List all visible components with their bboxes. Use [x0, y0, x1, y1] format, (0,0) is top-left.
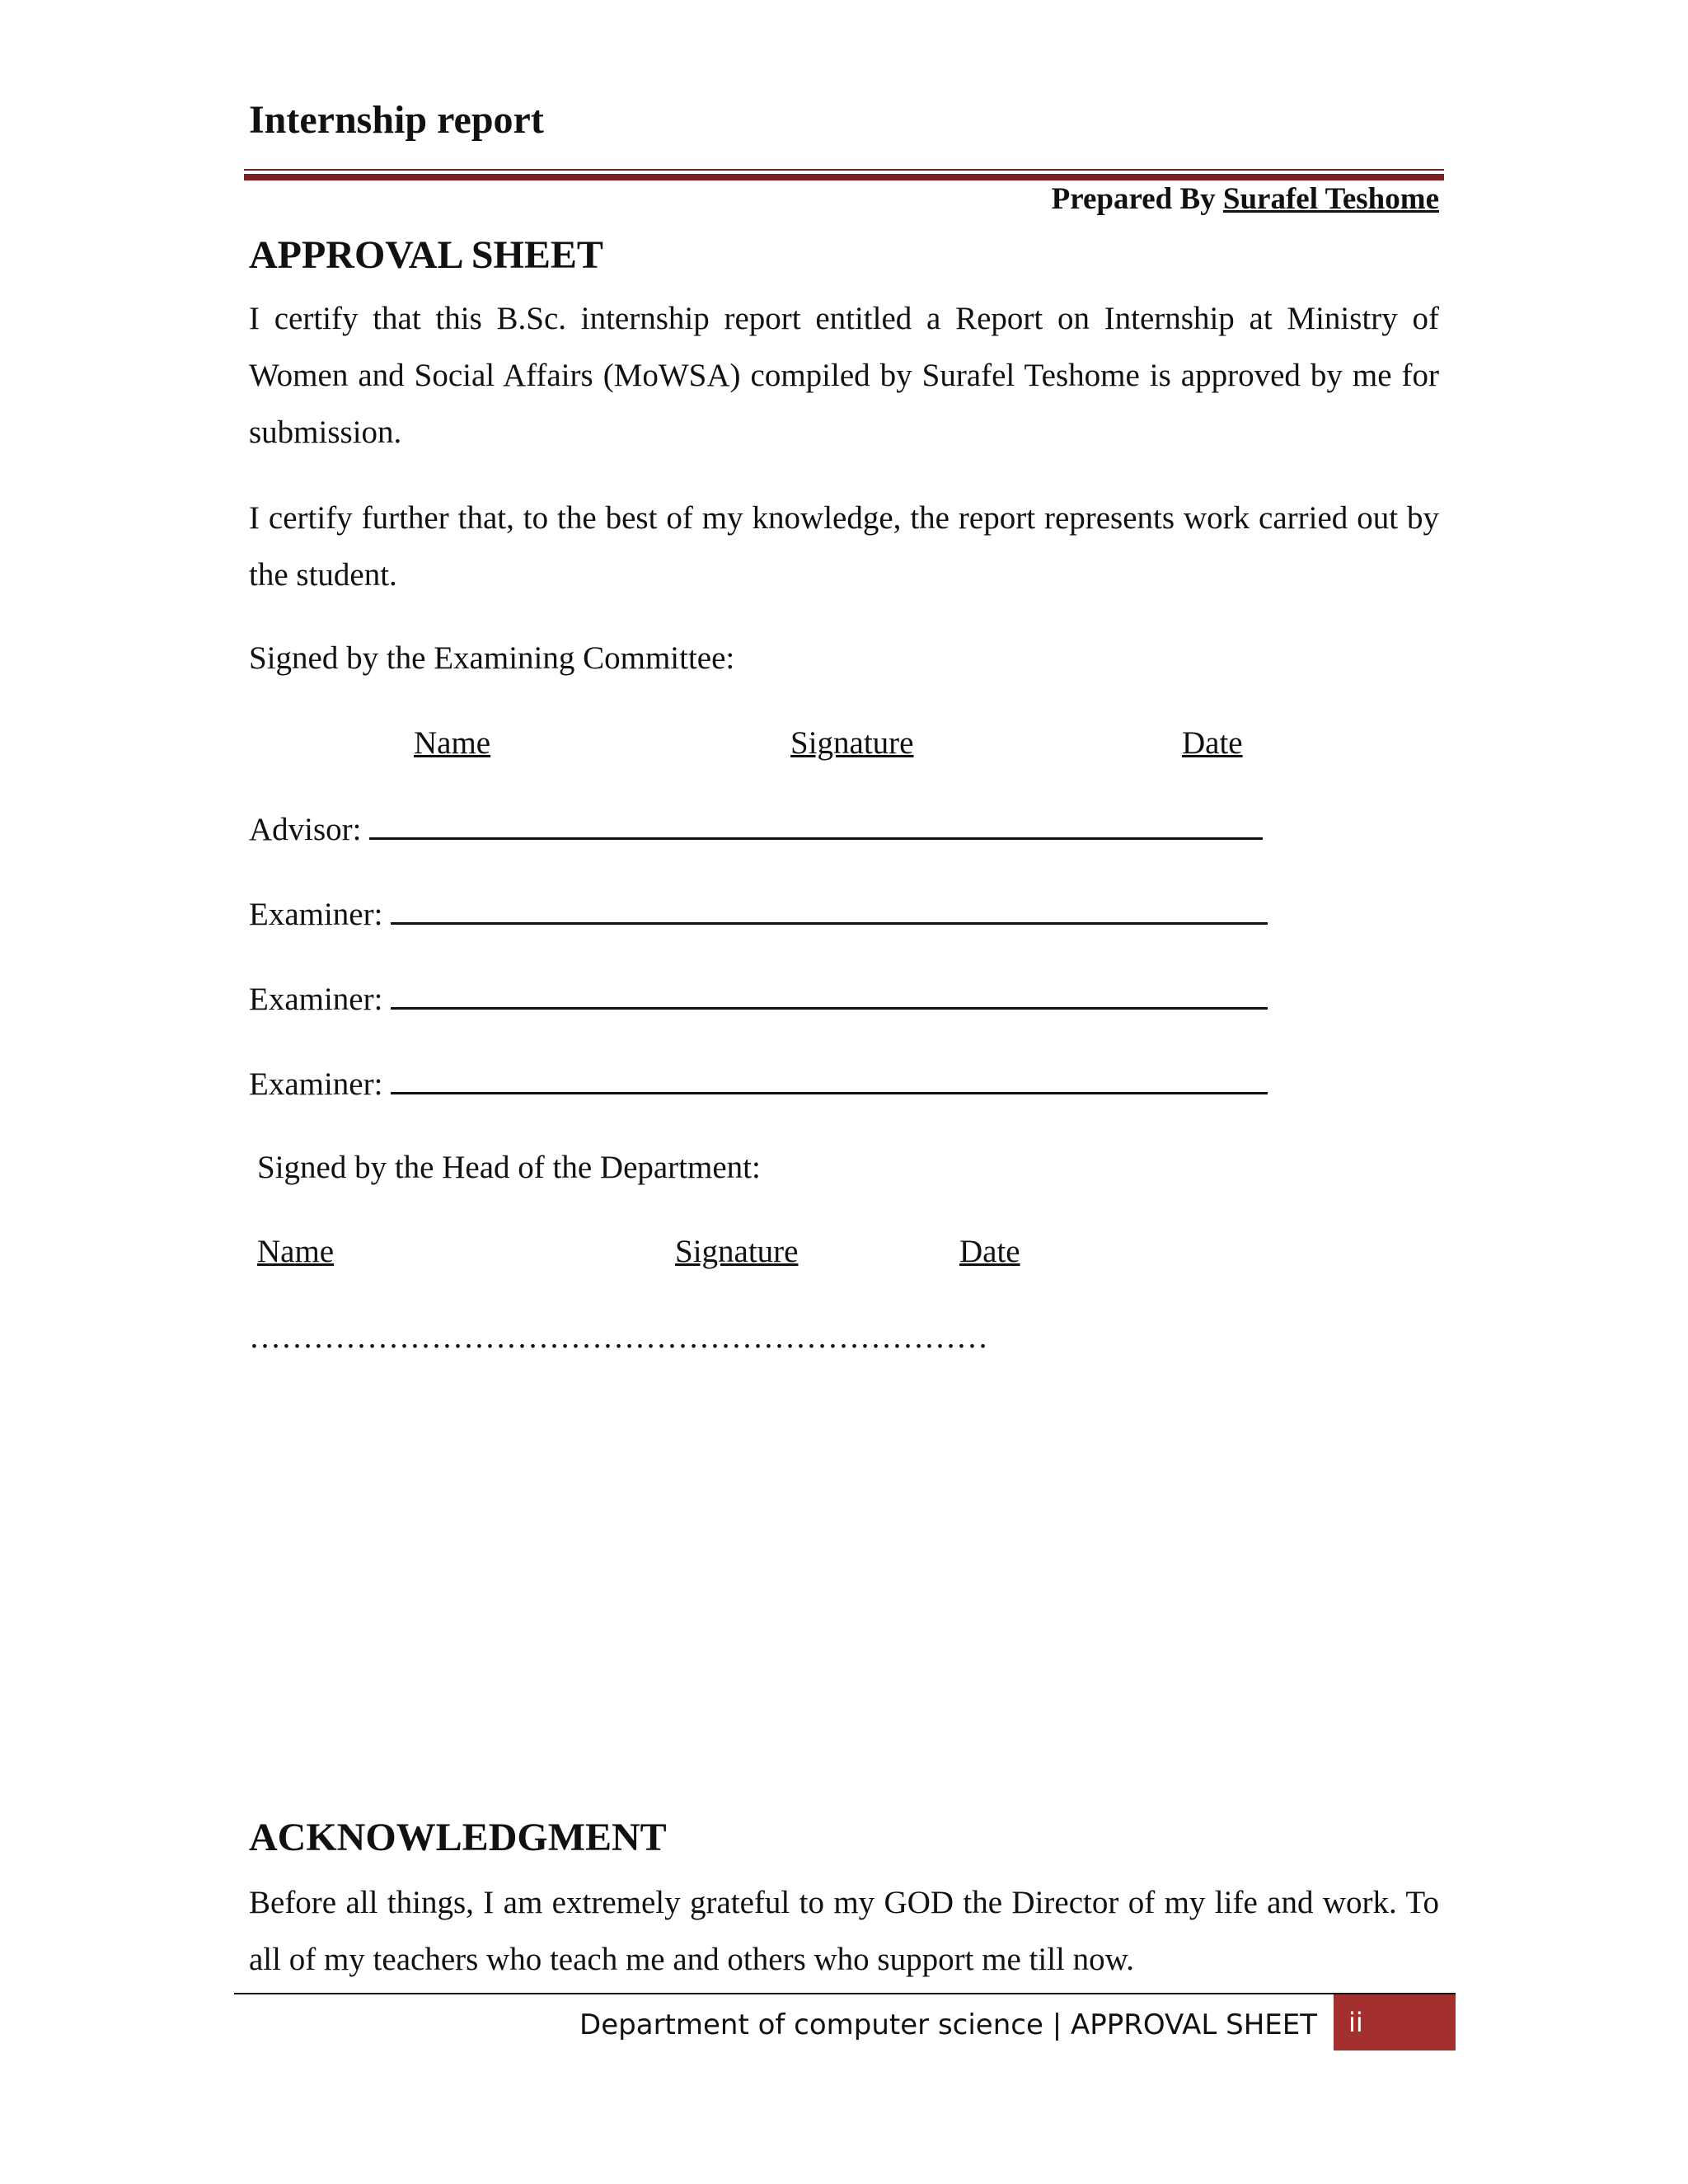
examiner-3-label: Examiner: [249, 1066, 383, 1102]
committee-label: Signed by the Examining Committee: [249, 640, 735, 676]
head-column-name: Name [257, 1234, 335, 1269]
approval-paragraph-1: I certify that this B.Sc. internship report entitled a Report on Internship at Ministry of Women and Social Affairs (MoWSA) compiled by Surafel Teshome is approved by me for submission. [249, 301, 1439, 450]
advisor-line [249, 809, 1263, 848]
column-date: Date [1182, 725, 1243, 761]
head-column-date: Date [959, 1234, 1020, 1269]
examiner-1-label: Examiner: [249, 897, 383, 932]
advisor-signature-blank [369, 809, 1263, 840]
examiner-3-line [249, 1064, 1268, 1103]
prepared-by-label: Prepared By [1051, 182, 1216, 216]
advisor-label: Advisor: [249, 812, 362, 847]
acknowledgment-paragraph: Before all things, I am extremely grateful to my GOD the Director of my life and work. To all of my teachers who teach me and others who support me till now. [249, 1885, 1439, 1977]
examiner-3-signature-blank [391, 1064, 1268, 1094]
examiner-2-label: Examiner: [249, 982, 383, 1017]
acknowledgment-heading: ACKNOWLEDGMENT [249, 1816, 667, 1859]
column-signature: Signature [790, 725, 914, 761]
examiner-1-signature-blank [391, 894, 1268, 925]
header-rule-thin [244, 169, 1444, 171]
column-name: Name [414, 725, 491, 761]
prepared-by [1052, 181, 1439, 217]
approval-heading: APPROVAL SHEET [249, 233, 603, 277]
head-column-signature: Signature [675, 1234, 799, 1269]
header-rule-thick [244, 174, 1444, 180]
examiner-2-line [249, 979, 1268, 1018]
approval-paragraph-2: I certify further that, to the best of my knowledge, the report represents work carried out by the student. [249, 500, 1439, 593]
examiner-1-line [249, 894, 1268, 933]
head-label: Signed by the Head of the Department: [257, 1150, 761, 1185]
page-number: ii [1334, 1994, 1456, 2050]
footer-text: Department of computer science | APPROVAL SHEET [579, 2008, 1317, 2041]
prepared-by-name: Surafel Teshome [1222, 182, 1439, 216]
report-header-title: Internship report [249, 98, 544, 142]
head-signature-dots: …………………………………………………………… [249, 1319, 988, 1355]
footer-rule [234, 1993, 1456, 1994]
examiner-2-signature-blank [391, 979, 1268, 1010]
